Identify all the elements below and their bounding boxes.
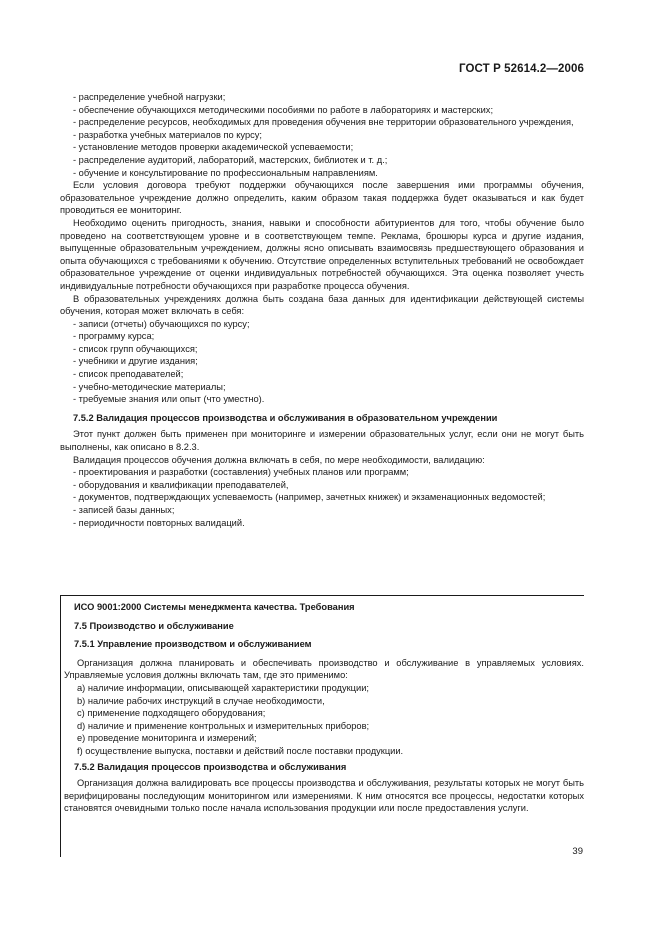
- paragraph: Необходимо оценить пригодность, знания, навыки и способности абитуриентов для того, чтобы обучение было проведено на соответствующем уровне и в соответствующем темпе. Реклама, брошюры курса и другие издания, выпущенные образовательным учреждением, должны ясно описывать взаимосвязь предшествующего образования и опыта обучающихся с требованиями к обучению. Отсутствие определенных вступительных требований не освобождает образовательное учреждение от оценки индивидуальных потребностей обучающихся. Эта оценка позволяет учесть индивидуальные потребности обучающихся при разработке процесса обучения.: [60, 217, 584, 291]
- list-item: - программу курса;: [73, 331, 155, 342]
- list-item: - распределение аудиторий, лабораторий, мастерских, библиотек и т. д.;: [73, 154, 388, 165]
- iso-paragraph: Организация должна планировать и обеспечивать производство и обслуживание в управляемых условиях. Управляемые условия должны включать там, где это применимо:: [64, 657, 584, 681]
- iso-title: ИСО 9001:2000 Системы менеджмента качества. Требования: [74, 602, 355, 612]
- iso-heading-7-5-2: 7.5.2 Валидация процессов производства и обслуживания: [74, 761, 347, 772]
- list-item: - учебники и другие издания;: [73, 356, 198, 367]
- iso-paragraph: Организация должна валидировать все процессы производства и обслуживания, результаты которых не могут быть верифицированы последующим мониторингом или измерениями. К ним относятся все процессы, недостатки которых становятся очевидными только после начала использования продукции или после предоставления услуги.: [64, 778, 584, 814]
- iso-list-item: e) проведение мониторинга и измерений;: [77, 733, 257, 744]
- paragraph: Если условия договора требуют поддержки обучающихся после завершения ими программы обучения, образовательное учреждение должно определить, каким образом такая поддержка будет оказываться и как будет проводиться ее мониторинг.: [60, 180, 584, 216]
- iso-quote-box: [60, 595, 584, 857]
- paragraph: В образовательных учреждениях должна быть создана база данных для идентификации действующей системы обучения, которая может включать в себя:: [60, 293, 584, 317]
- list-item: - распределение учебной нагрузки;: [73, 92, 226, 102]
- page-number: 39: [572, 846, 583, 857]
- list-item: - установление методов проверки академической успеваемости;: [73, 142, 354, 153]
- list-item: - проектирования и разработки (составления) учебных планов или программ;: [73, 467, 409, 478]
- iso-heading-7-5: 7.5 Производство и обслуживание: [74, 620, 234, 631]
- list-item: - оборудования и квалификации преподавателей,: [73, 479, 289, 490]
- list-item: - требуемые знания или опыт (что уместно).: [73, 394, 265, 405]
- list-item: - периодичности повторных валидаций.: [73, 517, 245, 528]
- paragraph: Валидация процессов обучения должна включать в себя, по мере необходимости, валидацию:: [73, 454, 485, 465]
- iso-list-item: b) наличие рабочих инструкций в случае необходимости,: [77, 695, 325, 706]
- list-item: - записи (отчеты) обучающихся по курсу;: [73, 318, 250, 329]
- list-item: - список групп обучающихся;: [73, 343, 198, 354]
- list-item: - документов, подтверждающих успеваемость (например, зачетных книжек) и экзаменационных ведомостей;: [73, 492, 546, 503]
- list-item: - распределение ресурсов, необходимых для проведения обучения вне территории образовательного учреждения,: [73, 117, 574, 128]
- iso-list-item: c) применение подходящего оборудования;: [77, 708, 266, 719]
- iso-list-item: d) наличие и применение контрольных и измерительных приборов;: [77, 720, 370, 731]
- list-item: - обеспечение обучающихся методическими пособиями по работе в лабораториях и мастерских;: [73, 104, 494, 115]
- document-header: ГОСТ Р 52614.2—2006: [459, 63, 584, 75]
- iso-list-item: f) осуществление выпуска, поставки и действий после поставки продукции.: [77, 745, 404, 756]
- list-item: - разработка учебных материалов по курсу;: [73, 129, 263, 140]
- iso-heading-7-5-1: 7.5.1 Управление производством и обслуживанием: [74, 639, 312, 650]
- paragraph: Этот пункт должен быть применен при мониторинге и измерении образовательных услуг, если они не могут быть выполнены, как описано в 8.2.3.: [60, 429, 584, 453]
- list-item: - записей базы данных;: [73, 505, 175, 515]
- main-text: [60, 91, 584, 529]
- iso-list-item: a) наличие информации, описывающей характеристики продукции;: [77, 682, 369, 693]
- list-item: - учебно-методические материалы;: [73, 381, 226, 392]
- list-item: - обучение и консультирование по профессиональным направлениям.: [73, 167, 378, 178]
- list-item: - список преподавателей;: [73, 369, 184, 380]
- section-heading: 7.5.2 Валидация процессов производства и обслуживания в образовательном учреждении: [73, 412, 498, 423]
